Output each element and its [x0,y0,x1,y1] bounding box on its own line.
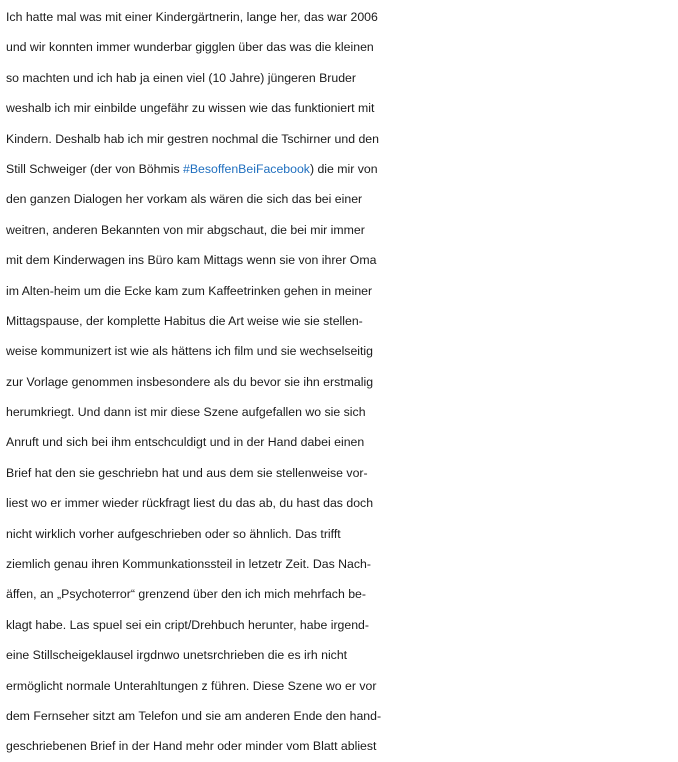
text-line: weshalb ich mir einbilde ungefähr zu wissen wie das funktioniert mit [6,101,375,116]
text-segment: Still Schweiger (der von Böhmis [6,161,184,176]
text-line: äffen, an „Psychoterror“ grenzend über den ich mich mehrfach be- [6,587,366,602]
text-line: nicht wirklich vorher aufgeschrieben oder so ähnlich. Das trifft [6,526,341,541]
text-line: und wir konnten immer wunderbar gigglen über das was die kleinen [6,40,374,55]
text-line: zur Vorlage genommen insbesondere als du bevor sie ihn erstmalig [6,374,374,389]
text-line-with-hashtag [6,154,678,184]
text-line: herumkriegt. Und dann ist mir diese Szene aufgefallen wo sie sich [6,405,366,420]
text-line: klagt habe. Las spuel sei ein cript/Drehbuch herunter, habe irgend- [6,617,369,632]
text-line: weitren, anderen Bekannten von mir abgschaut, die bei mir immer [6,222,365,237]
text-line: Mittagspause, der komplette Habitus die Art weise wie sie stellen- [6,313,363,328]
text-line: mit dem Kinderwagen ins Büro kam Mittags wenn sie von ihrer Oma [6,253,377,268]
text-line: weise kommunizert ist wie als hättens ich film und sie wechselseitig [6,344,374,359]
text-line: Kindern. Deshalb hab ich mir gestren nochmal die Tschirner und den [6,131,379,146]
text-line: im Alten-heim um die Ecke kam zum Kaffeetrinken gehen in meiner [6,283,373,298]
text-line: liest wo er immer wieder rückfragt liest du das ab, du hast das doch [6,496,374,511]
text-line: ziemlich genau ihren Kommunkationssteil in letzetr Zeit. Das Nach- [6,557,371,572]
text-line: Ich hatte mal was mit einer Kindergärtnerin, lange her, das war 2006 [6,10,378,24]
text-line: so machten und ich hab ja einen viel (10 Jahre) jüngeren Bruder [6,70,356,85]
text-line: geschriebenen Brief in der Hand mehr oder minder vom Blatt abliest [6,739,377,754]
text-line: den ganzen Dialogen her vorkam als wären die sich das bei einer [6,192,363,207]
text-line: dem Fernseher sitzt am Telefon und sie am anderen Ende den hand- [6,708,382,723]
text-line: eine Stillscheigeklausel irgdnwo unetsrchrieben die es irh nicht [6,648,348,663]
text-line: ermöglicht normale Unterahltungen z führen. Diese Szene wo er vor [6,678,377,693]
text-line: Anruft und sich bei ihm entschculdigt und in der Hand dabei einen [6,435,365,450]
text-line: Brief hat den sie geschriebn hat und aus dem sie stellenweise vor- [6,465,368,480]
hashtag-link[interactable]: #BesoffenBeiFacebook [183,161,310,176]
text-segment: ) die mir von [309,161,378,176]
